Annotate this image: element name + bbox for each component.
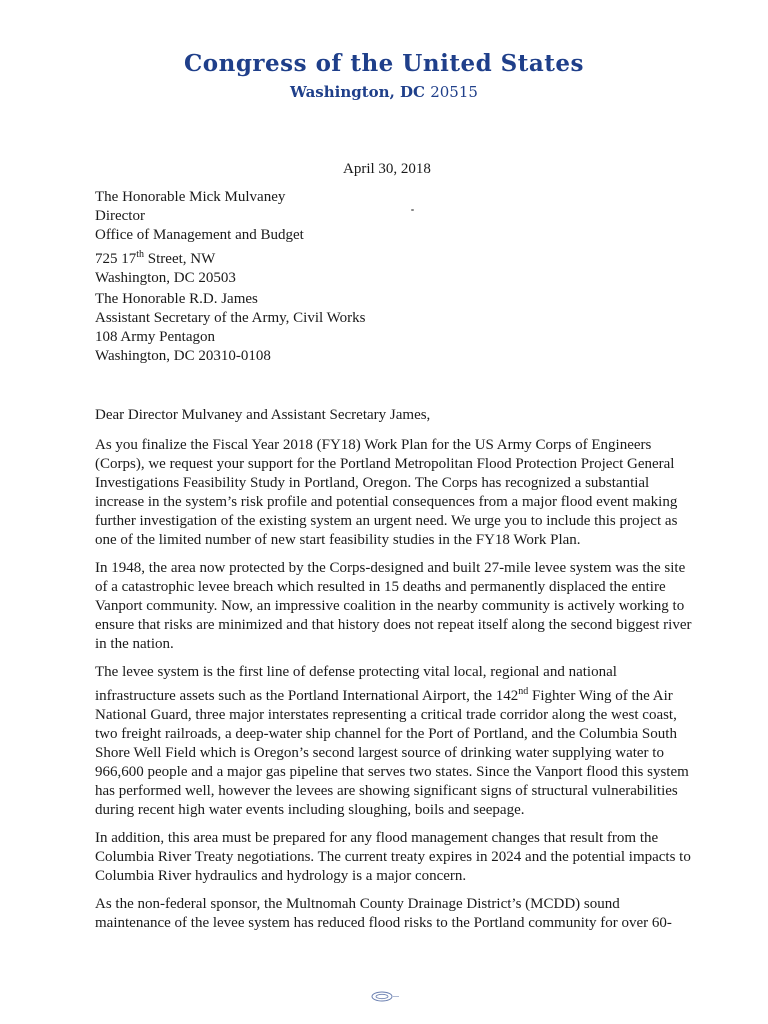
ordinal-suffix: nd: [518, 686, 529, 697]
recipient-city: Washington, DC 20503: [95, 270, 236, 286]
recipient-title: Director: [95, 208, 145, 224]
recipient-block-2: [95, 290, 365, 366]
recycled-paper-logo: [370, 991, 400, 1002]
street-number: 725 17: [95, 251, 137, 267]
salutation: Dear Director Mulvaney and Assistant Secretary James,: [95, 407, 431, 423]
letter-body: [95, 436, 695, 942]
letterhead-address: [0, 82, 768, 102]
paragraph: As you finalize the Fiscal Year 2018 (FY18) Work Plan for the US Army Corps of Engineers (Corps), we request your support for the Portland Metropolitan Flood Protection Project General Investigations Feasibility Study in Portland, Oregon. The Corps has recognized a substantial increase in the system’s risk profile and potential consequences from a major flood event making further investigation of the existing system an urgent need. We urge you to include this project as one of the limited number of new start feasibility studies in the FY18 Work Plan.: [95, 437, 678, 548]
street-rest: Street, NW: [144, 251, 216, 267]
recipient-office: Office of Management and Budget: [95, 227, 304, 243]
street-ordinal: th: [136, 249, 145, 260]
paragraph: In 1948, the area now protected by the Corps-designed and built 27-mile levee system was the site of a catastrophic levee breach which resulted in 15 deaths and permanently displaced the entire Vanport community. Now, an impressive coalition in the nearby community is actively working to ensure that risks are minimized and that history does not repeat itself along the second biggest river in the nation.: [95, 560, 692, 652]
paragraph: [95, 663, 695, 820]
recipient-name: The Honorable Mick Mulvaney: [95, 189, 286, 205]
letterhead-zip: 20515: [430, 83, 478, 101]
paragraph: In addition, this area must be prepared for any flood management changes that result from the Columbia River Treaty negotiations. The current treaty expires in 2024 and the potential impacts to Columbia River hydraulics and hydrology is a major concern.: [95, 830, 691, 884]
paragraph-text: The levee system is the first line of defense protecting vital local, regional and national infrastructure assets such as the Portland International Airport, the 142: [95, 664, 617, 704]
letterhead-title: Congress of the United States: [183, 50, 585, 77]
recipient-office: 108 Army Pentagon: [95, 329, 215, 345]
scan-speck: [411, 209, 414, 211]
paragraph-text: Fighter Wing of the Air National Guard, three major interstates representing a critical trade corridor along the west coast, two freight railroads, a deep-water ship channel for the Port of Portland, and the Columbia South Shore Well Field which is Oregon’s second largest source of drinking water supplying water to 966,600 people and a major gas pipeline that serves two states. Since the Vanport flood this system has performed well, however the levees are showing significant signs of structural vulnerabilities during recent high water events including sloughing, boils and seepage.: [95, 688, 689, 818]
recipient-title: Assistant Secretary of the Army, Civil Works: [95, 310, 366, 326]
letterhead: [0, 50, 768, 102]
recipient-block-1: [95, 188, 304, 288]
paragraph: As the non-federal sponsor, the Multnomah County Drainage District’s (MCDD) sound maintenance of the levee system has reduced flood risks to the Portland community for over 60-: [95, 896, 672, 931]
letter-date: April 30, 2018: [343, 161, 431, 177]
recipient-street: [95, 245, 304, 269]
recipient-city: Washington, DC 20310-0108: [95, 348, 271, 364]
recipient-name: The Honorable R.D. James: [95, 291, 258, 307]
letterhead-city: Washington, DC: [290, 83, 425, 101]
